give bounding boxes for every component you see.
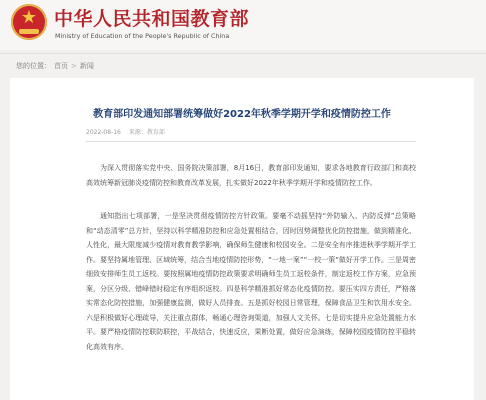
article-date: 2022-08-16	[86, 129, 121, 136]
breadcrumb-home-link[interactable]: 首页	[54, 62, 68, 70]
article-source: 来源：教育部	[128, 129, 165, 136]
article-title: 教育部印发通知部署统筹做好2022年秋季学期开学和疫情防控工作	[93, 109, 391, 120]
national-emblem-icon	[11, 4, 47, 40]
title-divider	[86, 141, 416, 142]
article-meta	[86, 129, 165, 137]
emblem-base	[19, 29, 39, 34]
article-card	[10, 78, 474, 400]
breadcrumb-separator: >	[71, 62, 77, 70]
article-paragraph-1: 为深入贯彻落实党中央、国务院决策部署，8月16日，教育部印发通知，要求各地教育行政部门和高校高效统筹新冠肺炎疫情防控和教育改革发展，扎实做好2022年秋季学期开学和疫情防控工作。	[86, 164, 416, 187]
breadcrumb-news-link[interactable]: 新闻	[79, 62, 94, 70]
star-icon: ★	[20, 7, 38, 28]
breadcrumb-prefix: 您的位置：	[16, 62, 51, 70]
site-header	[0, 0, 486, 50]
header-divider	[0, 53, 486, 54]
article-paragraph-2: 通知指出七项部署，一是坚决贯彻疫情防控方针政策。要毫不动摇坚持“外防输入、内防反弹”总策略和“动态清零”总方针，坚持以科学精准防控和应急处置相结合，因时因势调整优化防控措施，做到精准化、人性化，最大限度减少疫情对教育教学影响，确保师生健康和校园安全。二是安全有序推进秋季学期开学工作。要坚持属地管理、区域统筹，结合当地疫情防控形势，“一地一案”“一校一策”做好开学工作。三是周密细致安排师生员工返校。要按照属地疫情防控政策要求明确师生员工返校条件，制定返校工作方案，应急预案，分区分级、错峰错时稳定有序组织返校。四是科学精准抓好常态化疫情防控。要压实四方责任，严格落实常态化防控措施，加强健康监测，做好人员排查。五是抓好校园日常管理，保障食品卫生和饮用水安全。六是积极做好心理疏导，关注重点群体，畅通心理咨询渠道，加强人文关怀。七是切实提升应急处置能力水平。要严格疫情防控联防联控，平战结合，快速反应，果断处置，做好应急演练，保障校园疫情防控平稳转化高效有序。	[86, 212, 416, 351]
breadcrumb	[16, 62, 94, 71]
site-name-cn[interactable]: 中华人民共和国教育部	[54, 8, 250, 30]
site-name-en: Ministry of Education of the People's Republic of China	[55, 32, 230, 40]
